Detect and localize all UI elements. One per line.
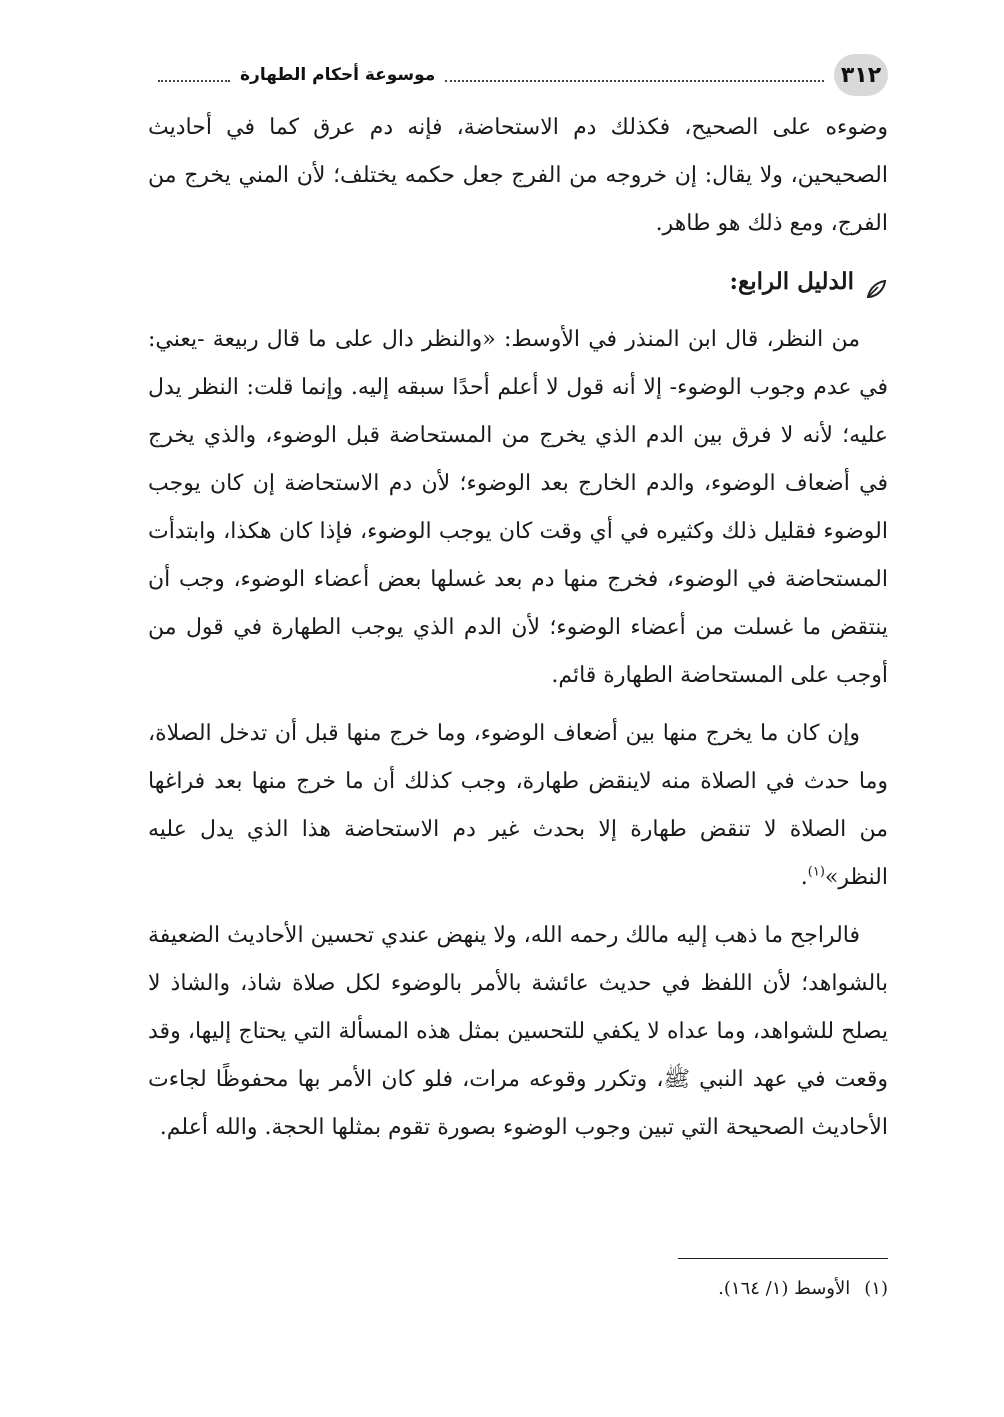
page-number-badge: ٣١٢ [834, 54, 888, 96]
footnote [148, 1274, 888, 1304]
paragraph-4: فالراجح ما ذهب إليه مالك رحمه الله، ولا ينهض عندي تحسين الأحاديث الضعيفة بالشواهد؛ لأن اللفظ في حديث عائشة بالأمر بالوضوء لكل صلاة شاذ، والشاذ لا يصلح للشواهد، وما عداه لا يكفي للتحسين بمثل هذه المسألة التي يحتاج إليها، وقد وقعت في عهد النبي ﷺ، وتكرر وقوعه مرات، فلو كان الأمر بها محفوظًا لجاءت الأحاديث الصحيحة التي تبين وجوب الوضوء بصورة تقوم بمثلها الحجة. والله أعلم. [148, 923, 888, 1140]
paragraph-3-text: وإن كان ما يخرج منها بين أضعاف الوضوء، وما خرج منها قبل أن تدخل الصلاة، وما حدث في الصلاة منه لاينقض طهارة، وجب كذلك أن ما خرج منها بعد فراغها من الصلاة لا تنقض طهارة إلا بحدث غير دم الاستحاضة هذا الذي يدل عليه النظر» [148, 721, 888, 890]
footnote-number: (١) [864, 1278, 888, 1299]
header-dotted-line-end [158, 80, 230, 82]
section-heading-text: الدليل الرابع: [729, 268, 854, 295]
running-title: موسوعة أحكام الطهارة [240, 65, 436, 85]
leaf-icon [864, 270, 888, 294]
footnote-separator [678, 1258, 888, 1259]
footnote-reference[interactable]: (١) [807, 864, 825, 880]
page-body [148, 104, 888, 1162]
paragraph-3 [148, 710, 888, 902]
footnote-text: الأوسط (١/ ١٦٤). [718, 1278, 851, 1299]
paragraph-1: وضوءه على الصحيح، فكذلك دم الاستحاضة، فإنه دم عرق كما في أحاديث الصحيحين، ولا يقال: إن خروجه من الفرج جعل حكمه يختلف؛ لأن المني يخرج من الفرج، ومع ذلك هو طاهر. [148, 115, 888, 236]
paragraph-2: من النظر، قال ابن المنذر في الأوسط: «والنظر دال على ما قال ربيعة -يعني: في عدم وجوب الوضوء- إلا أنه قول لا أعلم أحدًا سبقه إليه. وإنما قلت: النظر يدل عليه؛ لأنه لا فرق بين الدم الذي يخرج من المستحاضة قبل الوضوء، والذي يخرج في أضعاف الوضوء، والدم الخارج بعد الوضوء؛ لأن دم الاستحاضة إن كان يوجب الوضوء فقليل ذلك وكثيره في أي وقت كان يوجب الوضوء، فإذا كان هكذا، وابتدأت المستحاضة في الوضوء، فخرج منها دم بعد غسلها بعض أعضاء الوضوء، وجب أن ينتقض ما غسلت من أعضاء الوضوء؛ لأن الدم الذي يوجب الطهارة في قول من أوجب على المستحاضة الطهارة قائم. [148, 327, 888, 688]
section-heading [148, 258, 888, 306]
paragraph-3-end: . [800, 865, 808, 890]
header-dotted-line [445, 80, 824, 82]
page-header [148, 52, 888, 98]
